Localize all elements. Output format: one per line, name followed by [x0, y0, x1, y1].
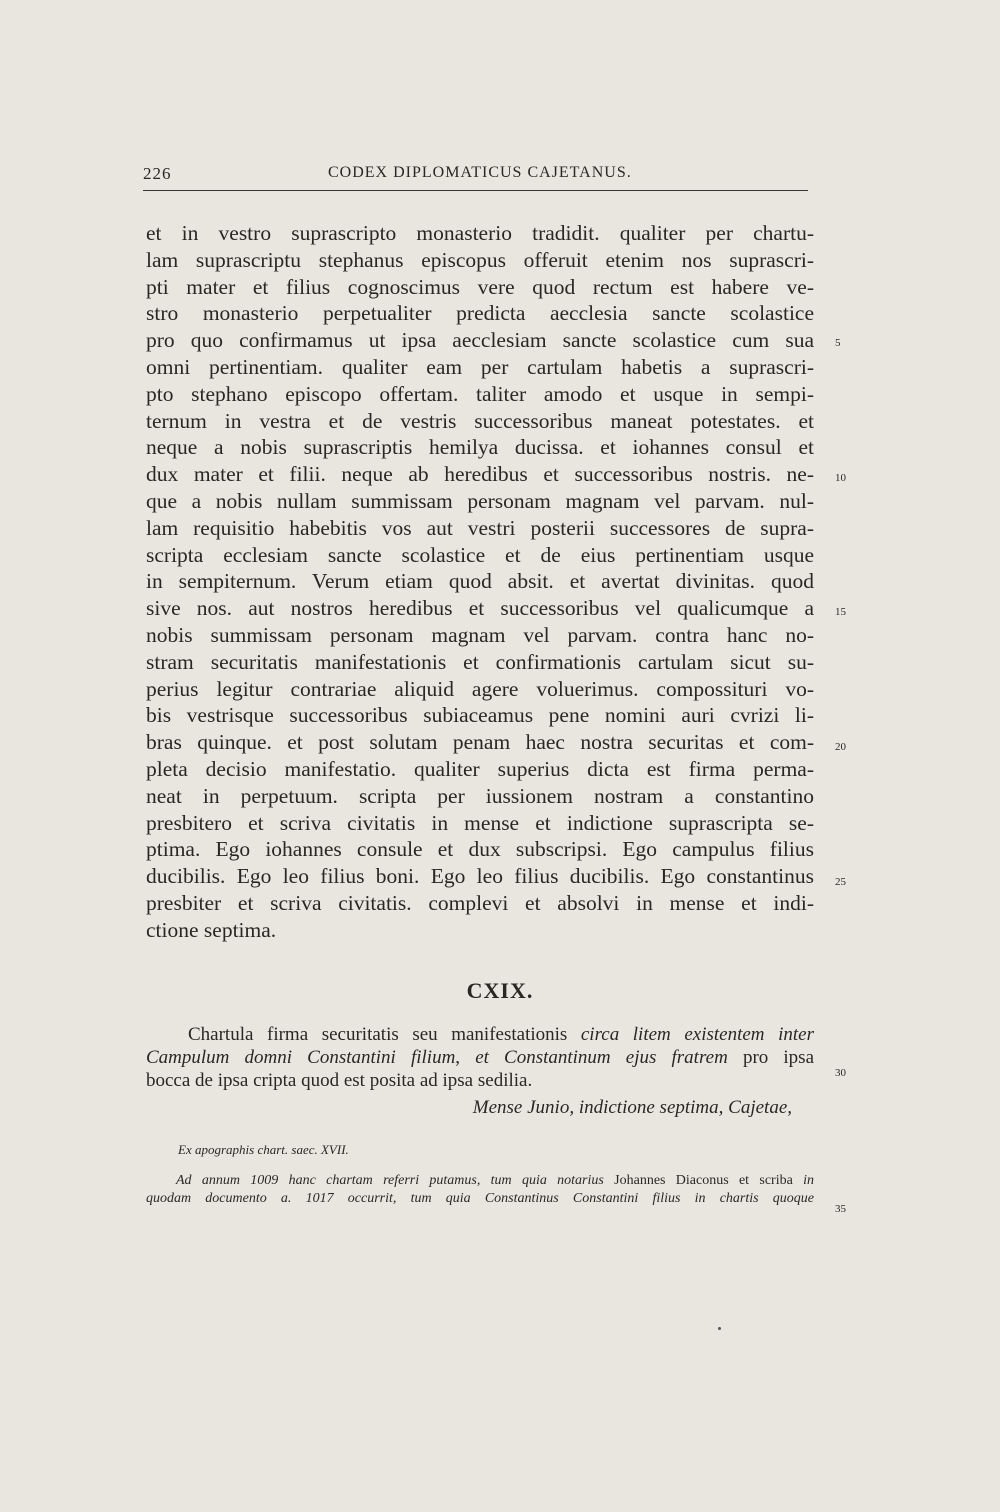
- text-line: nobis summissam personam magnam vel parvam. contra hanc no-: [146, 622, 814, 647]
- text-line: omni pertinentiam. qualiter eam per cartulam habetis a suprascri-: [146, 354, 814, 379]
- text-line: ptima. Ego iohannes consule et dux subscripsi. Ego campulus filius: [146, 837, 814, 862]
- text-line: bis vestrisque successoribus subiaceamus pene nomini auri cvrizi li-: [146, 703, 814, 728]
- text-line: pro quo confirmamus ut ipsa aecclesiam sancte scolastice cum sua: [146, 328, 814, 353]
- document-number: CXIX.: [466, 978, 534, 1003]
- running-title: CODEX DIPLOMATICUS CAJETANUS.: [328, 164, 632, 181]
- line-number: 35: [835, 1203, 846, 1215]
- text-line: ternum in vestra et de vestris successoribus maneat potestates. et: [146, 408, 814, 433]
- abstract-text: circa litem existentem inter: [580, 1024, 814, 1045]
- text-line: perius legitur contrariae aliquid agere voluerimus. compossituri vo-: [146, 676, 814, 701]
- abstract-text: ,: [455, 1047, 476, 1068]
- text-line: pti mater et filius cognoscimus vere quod rectum est habere ve-: [146, 274, 814, 299]
- text-line: stro monasterio perpetualiter predicta aecclesia sancte scolastice: [146, 301, 814, 326]
- note-text: Ad annum 1009 hanc chartam referri putamus, tum quia notarius: [176, 1173, 615, 1188]
- text-line: lam suprascriptu stephanus episcopus offeruit etenim nos suprascri-: [146, 247, 814, 272]
- line-number: 20: [835, 741, 846, 753]
- text-line: pto stephano episcopo offertam. taliter amodo et usque in sempi-: [146, 381, 814, 406]
- text-line: ctione septima.: [146, 917, 277, 942]
- line-number: 30: [835, 1067, 846, 1079]
- page-header: [143, 158, 808, 188]
- abstract-text: Campulum domni Constantini filium: [146, 1047, 456, 1068]
- abstract-line: [146, 1046, 814, 1069]
- header-rule: [143, 190, 808, 191]
- abstract-line: bocca de ipsa cripta quod est posita ad ipsa sedilia.: [146, 1070, 533, 1091]
- text-line: bras quinque. et post solutam penam haec nostra securitas et com-: [146, 730, 814, 755]
- charter-text: [146, 220, 814, 944]
- note-line: quodam documento a. 1017 occurrit, tum quia Constantinus Constantini filius in chartis quoque: [146, 1191, 814, 1206]
- ink-speck: [718, 1327, 721, 1330]
- text-line: dux mater et filii. neque ab heredibus et successoribus nostris. ne-: [146, 462, 814, 487]
- text-line: presbiter et scriva civitatis. complevi et absolvi in mense et indi-: [146, 890, 814, 915]
- page-number: 226: [143, 164, 172, 183]
- text-line: stram securitatis manifestationis et confirmationis cartulam sicut su-: [146, 649, 814, 674]
- abstract-text: pro ipsa: [727, 1047, 814, 1068]
- text-line: ducibilis. Ego leo filius boni. Ego leo filius ducibilis. Ego constantinus: [146, 864, 814, 889]
- line-number: 25: [835, 876, 846, 888]
- text-line: et in vestro suprascripto monasterio tradidit. qualiter per chartu-: [146, 221, 814, 245]
- text-line: que a nobis nullam summissam personam magnam vel parvam. nul-: [146, 488, 814, 513]
- line-number: 15: [835, 606, 846, 618]
- editor-note: [146, 1172, 814, 1208]
- text-line: lam requisitio habebitis vos aut vestri posterii successores de supra-: [146, 515, 814, 540]
- text-line: scripta ecclesiam sancte scolastice et de eius pertinentiam usque: [146, 542, 814, 567]
- line-number: 10: [835, 472, 846, 484]
- line-number: 5: [835, 337, 841, 349]
- text-line: neat in perpetuum. scripta per iussionem nostram a constantino: [146, 783, 814, 808]
- note-text: in: [803, 1173, 815, 1188]
- note-text: Johannes Diaconus et scriba: [614, 1173, 804, 1188]
- abstract-text: Chartula firma securitatis seu manifestationis: [188, 1024, 581, 1045]
- source-note: Ex apographis chart. saec. XVII.: [178, 1142, 349, 1157]
- document-date: Mense Junio, indictione septima, Cajetae,: [472, 1097, 792, 1118]
- text-line: in sempiternum. Verum etiam quod absit. et avertat divinitas. quod: [146, 569, 814, 594]
- note-line: [146, 1172, 814, 1190]
- abstract-text: et Constantinum ejus fratrem: [475, 1047, 728, 1068]
- text-line: sive nos. aut nostros heredibus et successoribus vel qualicumque a: [146, 596, 814, 621]
- text-line: pleta decisio manifestatio. qualiter superius dicta est firma perma-: [146, 756, 814, 781]
- text-line: presbitero et scriva civitatis in mense et indictione suprascripta se-: [146, 810, 814, 835]
- text-line: neque a nobis suprascriptis hemilya ducissa. et iohannes consul et: [146, 435, 814, 460]
- document-abstract: [146, 1023, 814, 1120]
- abstract-line: [146, 1023, 814, 1046]
